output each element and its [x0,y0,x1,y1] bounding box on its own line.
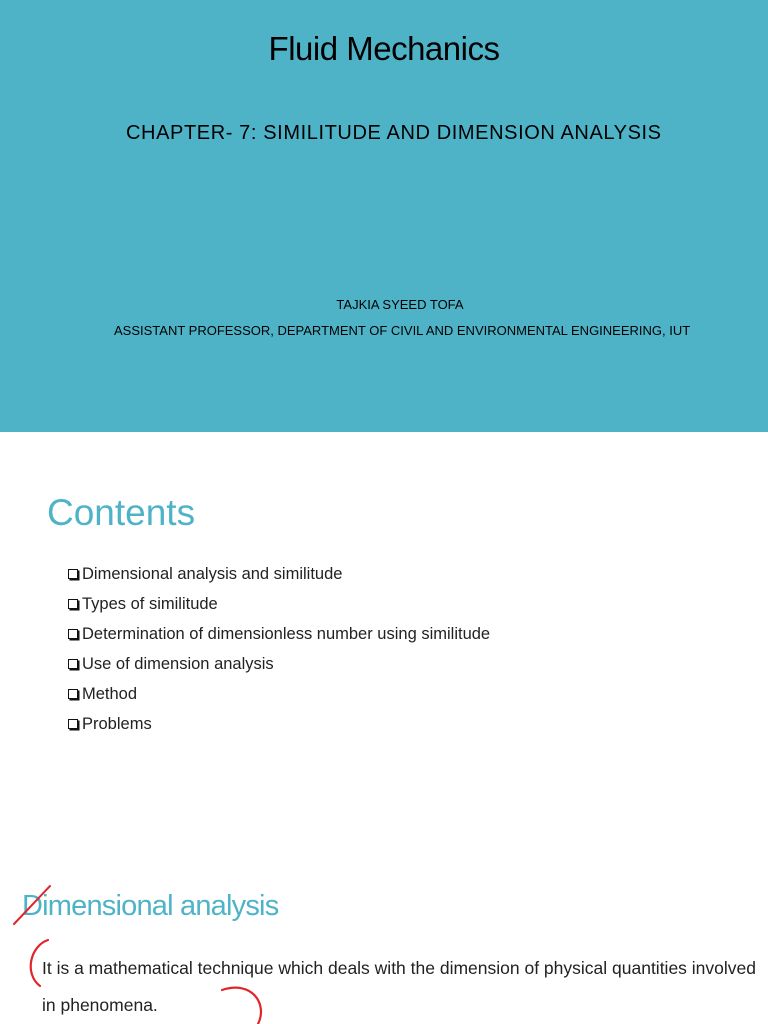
contents-slide [0,432,768,864]
dimensional-analysis-slide [0,864,768,1024]
definition-text: It is a mathematical technique which deals with the dimension of physical quantities involved in phenomena. [42,958,756,1015]
checkbox-bullet-icon [68,629,78,639]
chapter-subtitle: CHAPTER- 7: SIMILITUDE AND DIMENSION ANALYSIS [126,122,662,144]
list-item: Problems [68,709,490,739]
contents-heading: Contents [47,492,196,533]
list-item: Dimensional analysis and similitude [68,559,490,589]
title-slide [0,0,768,432]
checkbox-bullet-icon [68,719,78,729]
author-name: TAJKIA SYEED TOFA [336,297,464,312]
list-item: Determination of dimensionless number using similitude [68,619,490,649]
dimensional-heading: Dimensional analysis [22,890,279,922]
checkbox-bullet-icon [68,569,78,579]
list-item: Method [68,679,490,709]
checkbox-bullet-icon [68,659,78,669]
checkbox-bullet-icon [68,689,78,699]
list-item: Use of dimension analysis [68,649,490,679]
ink-annotation-icon [0,864,768,1024]
slide-title: Fluid Mechanics [268,30,500,67]
checkbox-bullet-icon [68,599,78,609]
contents-list [68,559,490,739]
author-position: ASSISTANT PROFESSOR, DEPARTMENT OF CIVIL AND ENVIRONMENTAL ENGINEERING, IUT [114,323,691,338]
list-item: Types of similitude [68,589,490,619]
